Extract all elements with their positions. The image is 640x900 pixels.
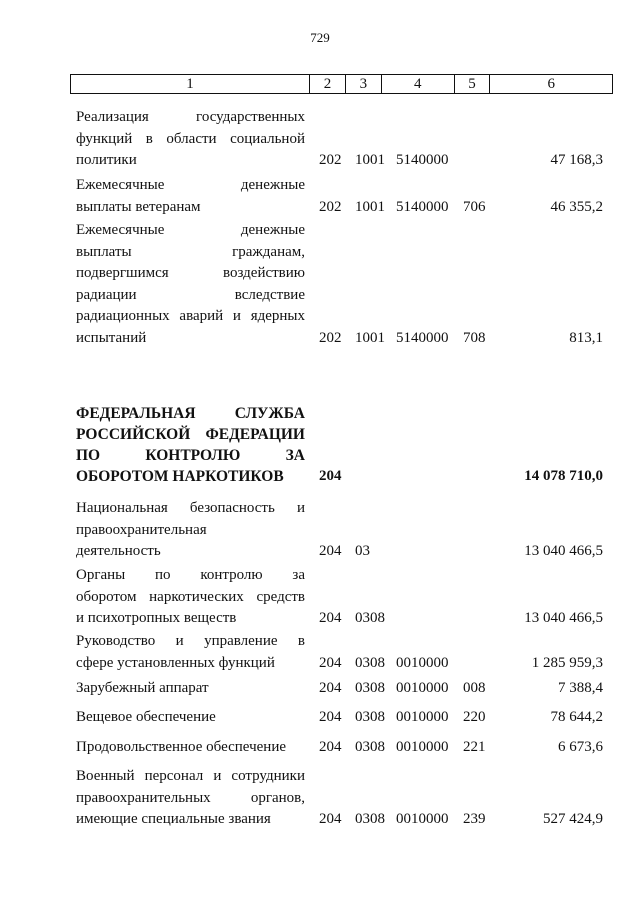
row-c6: 527 424,9: [543, 811, 603, 827]
row-description-line: ПО КОНТРОЛЮ ЗА: [76, 447, 305, 464]
row-c3: 1001: [355, 152, 385, 168]
row-c2: 202: [319, 329, 342, 346]
row-description-line: функций в области социальной: [76, 130, 305, 147]
row-description-line: радиационных аварий и ядерных: [76, 308, 305, 324]
row-c6: 13 040 466,5: [524, 543, 603, 559]
row-description: [76, 403, 305, 487]
row-description-line: Национальная безопасность и: [76, 500, 305, 516]
row-c6: 7 388,4: [558, 680, 603, 696]
row-description-line: Вещевое обеспечение: [76, 709, 216, 725]
header-col-3: 3: [346, 75, 382, 93]
row-c4: 5140000: [396, 198, 449, 215]
row-description: [76, 107, 305, 172]
row-c3: 1001: [355, 329, 385, 346]
row-description-line: ОБОРОТОМ НАРКОТИКОВ: [76, 468, 284, 485]
row-description: [76, 631, 305, 674]
row-c5: 221: [463, 739, 486, 755]
header-col-2: 2: [310, 75, 346, 93]
row-c5: 706: [463, 198, 486, 215]
row-c2: 204: [319, 610, 342, 626]
row-description-line: Руководство и управление в: [76, 633, 305, 649]
row-c4: 0010000: [396, 680, 449, 696]
row-c2: 202: [319, 152, 342, 168]
row-description-line: подвергшимся воздействию: [76, 265, 305, 281]
row-c2: 204: [319, 543, 342, 559]
row-description-line: Ежемесячные денежные: [76, 222, 305, 238]
header-col-4: 4: [382, 75, 455, 93]
row-c3: 0308: [355, 610, 385, 626]
row-c2: 202: [319, 198, 342, 215]
row-description: [76, 678, 305, 700]
row-c2: 204: [319, 739, 342, 755]
row-c6: 47 168,3: [550, 152, 603, 168]
row-c6: 78 644,2: [550, 709, 603, 725]
row-description-line: имеющие специальные звания: [76, 811, 271, 827]
row-description: [76, 220, 305, 349]
row-description-line: выплаты ветеранам: [76, 198, 201, 215]
row-description-line: Реализация государственных: [76, 109, 305, 125]
row-c3: 0308: [355, 709, 385, 725]
row-description-line: Продовольственное обеспечение: [76, 739, 286, 755]
row-description-line: правоохранительная: [76, 521, 207, 538]
header-col-1: 1: [71, 75, 310, 93]
row-c6: 6 673,6: [558, 739, 603, 755]
row-c3: 0308: [355, 811, 385, 827]
row-description-line: правоохранительных органов,: [76, 789, 305, 806]
table-header-row: [70, 74, 613, 94]
row-c5: 708: [463, 329, 486, 346]
row-description-line: ФЕДЕРАЛЬНАЯ СЛУЖБА: [76, 405, 305, 422]
row-description: [76, 737, 305, 759]
row-c5: 008: [463, 680, 486, 696]
row-description-line: Военный персонал и сотрудники: [76, 768, 305, 784]
row-description-line: Органы по контролю за: [76, 567, 305, 583]
row-c2: 204: [319, 654, 342, 671]
row-description-line: испытаний: [76, 329, 147, 346]
row-c4: 0010000: [396, 739, 449, 755]
row-c4: 5140000: [396, 152, 449, 168]
row-description: [76, 766, 305, 831]
row-c2: 204: [319, 680, 342, 696]
row-description: [76, 565, 305, 630]
row-c2: 204: [319, 811, 342, 827]
row-c5: 220: [463, 709, 486, 725]
row-c3: 0308: [355, 739, 385, 755]
row-description-line: и психотропных веществ: [76, 610, 237, 626]
row-description: [76, 707, 305, 729]
row-c4: 0010000: [396, 811, 449, 827]
header-col-5: 5: [455, 75, 491, 93]
row-c3: 0308: [355, 654, 385, 671]
row-description: [76, 498, 305, 563]
row-c6: 813,1: [569, 329, 603, 346]
row-description-line: РОССИЙСКОЙ ФЕДЕРАЦИИ: [76, 426, 305, 443]
row-c3: 03: [355, 543, 370, 559]
row-c2: 204: [319, 468, 342, 484]
row-c5: 239: [463, 811, 486, 827]
row-c6: 46 355,2: [550, 198, 603, 215]
row-c6: 13 040 466,5: [524, 610, 603, 626]
row-description-line: радиации вследствие: [76, 286, 305, 303]
row-description-line: оборотом наркотических средств: [76, 588, 305, 605]
row-c6: 1 285 959,3: [531, 654, 603, 671]
row-description-line: выплаты гражданам,: [76, 243, 305, 260]
row-description-line: деятельность: [76, 543, 161, 559]
row-c3: 0308: [355, 680, 385, 696]
row-c3: 1001: [355, 198, 385, 215]
row-c4: 0010000: [396, 654, 449, 671]
row-description-line: сфере установленных функций: [76, 654, 275, 671]
row-c2: 204: [319, 709, 342, 725]
page-number: 729: [310, 30, 330, 45]
row-description-line: Зарубежный аппарат: [76, 680, 209, 696]
row-c6: 14 078 710,0: [524, 468, 603, 484]
row-description-line: политики: [76, 152, 137, 168]
row-description-line: Ежемесячные денежные: [76, 177, 305, 193]
header-col-6: 6: [547, 76, 555, 92]
row-description: [76, 175, 305, 218]
row-c4: 0010000: [396, 709, 449, 725]
row-c4: 5140000: [396, 329, 449, 346]
